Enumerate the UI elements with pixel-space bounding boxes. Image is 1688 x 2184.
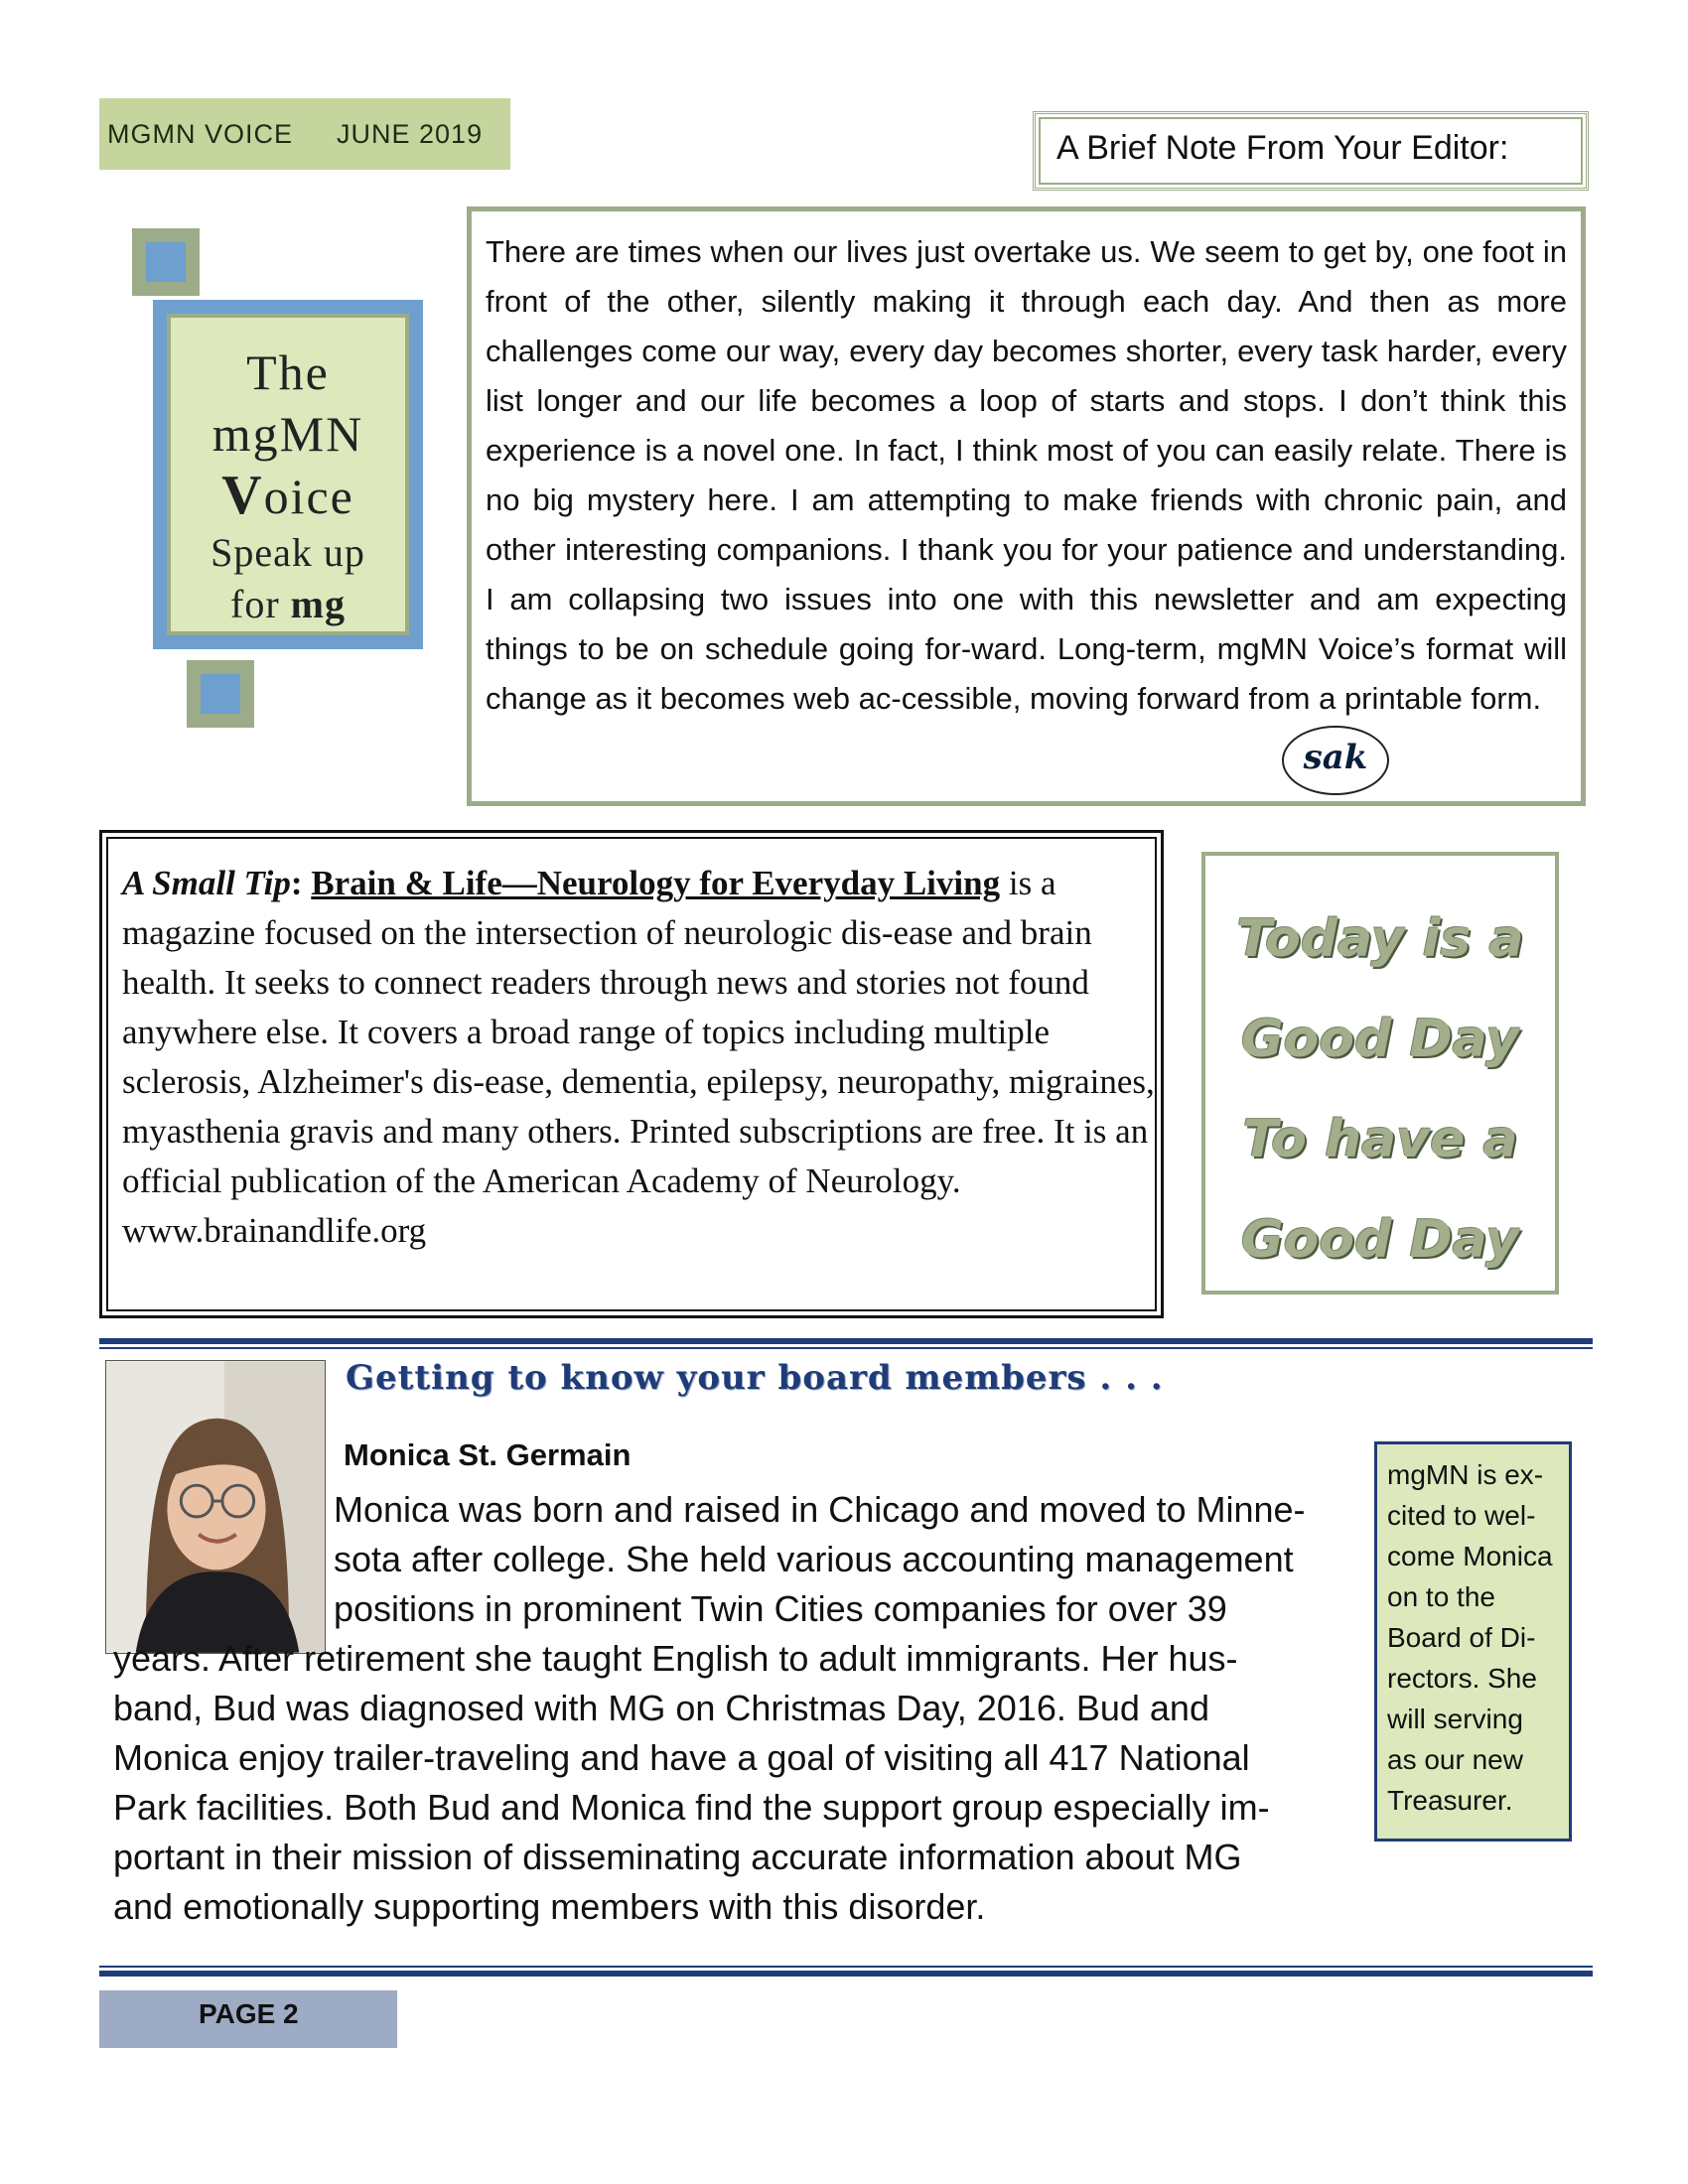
good-day-line: To have a xyxy=(1242,1110,1518,1169)
logo-line-mgmn: mgMN xyxy=(211,406,364,462)
board-section-heading: Getting to know your board members . . . xyxy=(346,1358,1164,1398)
bio-line: Monica was born and raised in Chicago and moved to Minne- xyxy=(334,1489,1306,1530)
welcome-sidebar xyxy=(1374,1441,1572,1842)
header-tag xyxy=(99,98,510,170)
sidebar-line: mgMN is ex- xyxy=(1387,1459,1544,1490)
good-day-line: Good Day xyxy=(1240,1210,1519,1270)
board-member-photo xyxy=(105,1360,326,1654)
decorative-square-bottom xyxy=(187,660,254,728)
logo-line-the: The xyxy=(246,344,330,400)
page-number: PAGE 2 xyxy=(99,1990,397,2048)
editor-note-title: A Brief Note From Your Editor: xyxy=(1039,117,1583,185)
bio-line: and emotionally supporting members with this disorder. xyxy=(113,1886,986,1927)
tip-heading: A Small Tip: Brain & Life—Neurology for Everyday Living xyxy=(122,864,1001,902)
editor-note-title-box xyxy=(1033,111,1589,191)
tip-title: Brain & Life—Neurology for Everyday Living xyxy=(311,864,1001,902)
sidebar-line: rectors. She xyxy=(1387,1663,1537,1694)
section-divider-bottom xyxy=(99,1966,1593,1977)
board-member-name: Monica St. Germain xyxy=(344,1437,632,1472)
sidebar-line: on to the xyxy=(1387,1581,1495,1612)
tip-url[interactable]: www.brainandlife.org xyxy=(122,1211,427,1250)
sidebar-line: Treasurer. xyxy=(1387,1785,1513,1816)
bio-line: sota after college. She held various accounting management xyxy=(334,1539,1294,1579)
bio-line: years. After retirement she taught English to adult immigrants. Her hus- xyxy=(113,1638,1238,1679)
small-tip-box xyxy=(99,830,1164,1318)
bio-line: positions in prominent Twin Cities companies for over 39 xyxy=(334,1588,1227,1629)
tip-body: is a magazine focused on the intersection of neurologic dis-ease and brain health. It seeks to connect readers through news and stories not found anywhere else. It covers a broad range of topics including multiple sclerosis, Alzheimer's dis-ease, dementia, epilepsy, neuropathy, migraines, myasthenia gravis and many others. Printed subscriptions are free. It is an official publication of the American Academy of Neurology. xyxy=(122,864,1155,1200)
issue-date: JUNE 2019 xyxy=(337,118,484,149)
editor-note-box xyxy=(467,206,1586,806)
publication-name: MGMN VOICE xyxy=(107,118,294,149)
editor-note-body: There are times when our lives just overtake us. We seem to get by, one foot in front of the other, silently making it through each day. And then as more challenges come our way, every day becomes shorter, every task harder, every list longer and our life becomes a loop of starts and stops. I don’t think this experience is a novel one. In fact, I think most of you can easily relate. There is no big mystery here. I am attempting to make friends with chronic pain, and other interesting companions. I thank you for your patience and understanding. I am collapsing two issues into one with this newsletter and am expecting things to be on schedule going for-ward. Long-term, mgMN Voice’s format will change as it becomes web ac-cessible, moving forward from a printable form. xyxy=(486,234,1567,716)
logo-line-for-mg: for mg xyxy=(230,582,346,626)
editor-signature: sak xyxy=(1282,726,1389,795)
sidebar-line: come Monica xyxy=(1387,1541,1553,1571)
bio-line: band, Bud was diagnosed with MG on Christmas Day, 2016. Bud and xyxy=(113,1688,1209,1728)
sidebar-line: cited to wel- xyxy=(1387,1500,1536,1531)
bio-line: Park facilities. Both Bud and Monica find the support group especially im- xyxy=(113,1787,1270,1828)
sidebar-line: will serving xyxy=(1387,1704,1523,1734)
good-day-line: Today is a xyxy=(1236,909,1524,969)
good-day-quote-box xyxy=(1201,852,1559,1295)
decorative-square-top xyxy=(132,228,200,296)
sidebar-line: Board of Di- xyxy=(1387,1622,1536,1653)
bio-line: portant in their mission of disseminating accurate information about MG xyxy=(113,1837,1242,1877)
logo-line-voice: Voice xyxy=(221,465,354,526)
bio-line: Monica enjoy trailer-traveling and have a goal of visiting all 417 National xyxy=(113,1737,1250,1778)
section-divider-top xyxy=(99,1338,1593,1349)
sidebar-line: as our new xyxy=(1387,1744,1523,1775)
mgmn-voice-logo xyxy=(153,300,423,649)
good-day-line: Good Day xyxy=(1240,1010,1519,1069)
logo-line-speak-up: Speak up xyxy=(211,530,365,575)
